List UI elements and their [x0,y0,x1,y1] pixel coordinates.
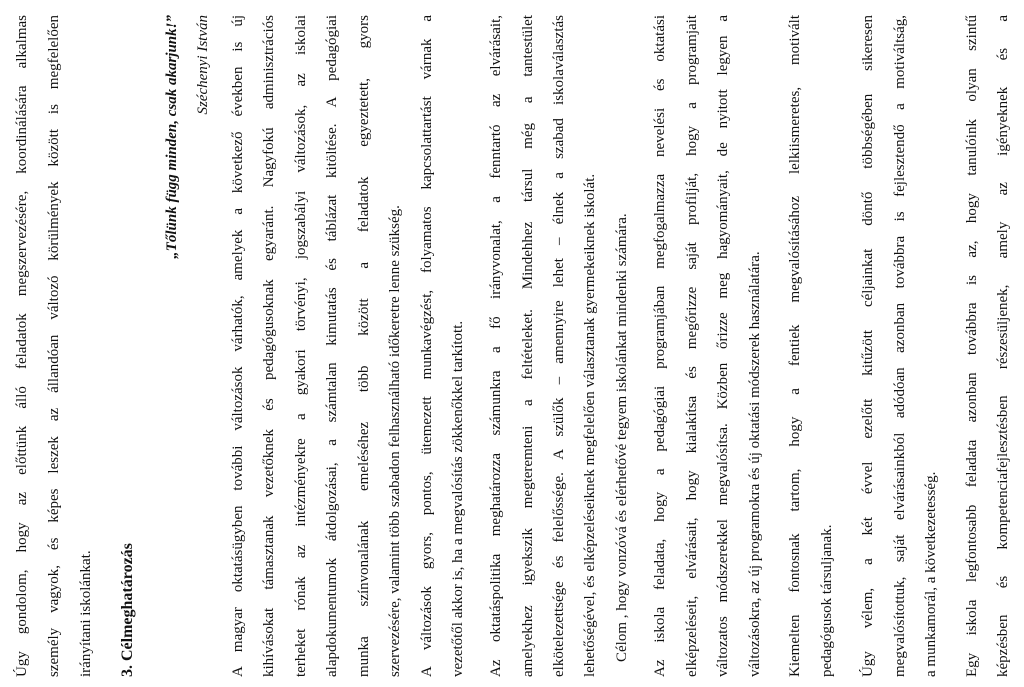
text-line: munka színvonalának emeléséhez több között a feladatok egyeztetett, gyors [356,15,372,677]
text-line: A magyar oktatásügyben további változások várhatók, amelyek a következő években is új [230,15,246,677]
text-line: Kiemelten fontosnak tartom, hogy a fentiek megvalósításához lelkiismeretes, motivált [787,15,803,677]
text-line: képzésben és kompetenciafejlesztésben részesüljenek, amely az igényeknek és a [995,15,1011,677]
text-line: változásokra, az új programokra és új oktatási módszerek használatára. [747,251,763,677]
text-line: Egy iskola legfontosabb feladata azonban továbbra is az, hogy tanulóink olyan szintű [964,15,980,677]
text-line: lehetőségével, és elképzeléseiknek megfelelően választanak gyermekeiknek iskolát. [582,173,598,677]
text-line: elképzeléseit, elvárásait, hogy kialakítsa és megőrizze saját profilját, hogy a programjait [684,15,700,677]
text-line: szervezésére, valamint több szabadon felhasználható időkeretre lenne szükség. [387,205,403,677]
motto-author: Széchenyi István [195,15,211,115]
text-line: alapdokumentumok átdolgozásai, a számtalan kimutatás és táblázat kitöltése. A pedagógiai [324,15,340,677]
text-line: Az iskola feladata, hogy a pedagógiai programjában megfogalmazza nevelési és oktatási [652,15,668,677]
motto-quote: „Tőlünk függ minden, csak akarjunk!” [164,15,180,259]
text-line: személy vagyok, és képes leszek az állandóan változó körülmények között is megfelelően [46,15,62,677]
section-heading: 3. Célmeghatározás [119,543,136,677]
text-line: Az oktatáspolitika meghatározza számunkra a fő irányvonalat, a fenntartó az elvárásait, [488,15,504,677]
text-line: Úgy gondolom, hogy az előttünk álló feladatok megszervezésére, koordinálására alkalmas [14,15,30,677]
text-line: a munkamorál, a következetesség. [923,471,939,677]
text-line: A változások gyors, pontos, ütemezett munkavégzést, folyamatos kapcsolattartást várnak a [419,15,435,677]
text-line: megvalósítottuk, saját elvárásainkból adódóan azonban továbbra is fejlesztendő a motiváltság, [892,15,908,677]
text-line: terheket rónak az intézményekre a gyakori törvényi, jogszabályi változások, az iskolai [293,15,309,677]
text-line: változatos módszerekkel megvalósítsa. Közben őrizze meg hagyományait, de nyitott legyen a [715,15,731,677]
text-line: Úgy vélem, a két évvel ezelőtt kitűzött céljainkat döntő többségében sikeresen [860,15,876,677]
text-line: pedagógusok társuljanak. [819,524,835,677]
text-line: vezetőtől akkor is, ha a megvalósítás zökkenőkkel tarkított. [450,320,466,677]
text-line: elkötelezettsége és felelőssége. A szülők – amennyire lehet – élnek a szabad iskolaválasztás [551,15,567,677]
text-line: irányítani iskolánkat. [78,550,94,677]
goal-statement: Célom , hogy vonzóvá és elérhetővé tegyem iskolánkat mindenki számára. [614,213,630,662]
text-line: amelyekhez igyekszik megteremteni a feltételeket. Mindehhez társul még a tantestület [520,15,536,677]
text-line: kihívásokat támasztanak vezetőknek és pedagógusoknak egyaránt. Nagyfokú adminisztrációs [261,15,277,677]
